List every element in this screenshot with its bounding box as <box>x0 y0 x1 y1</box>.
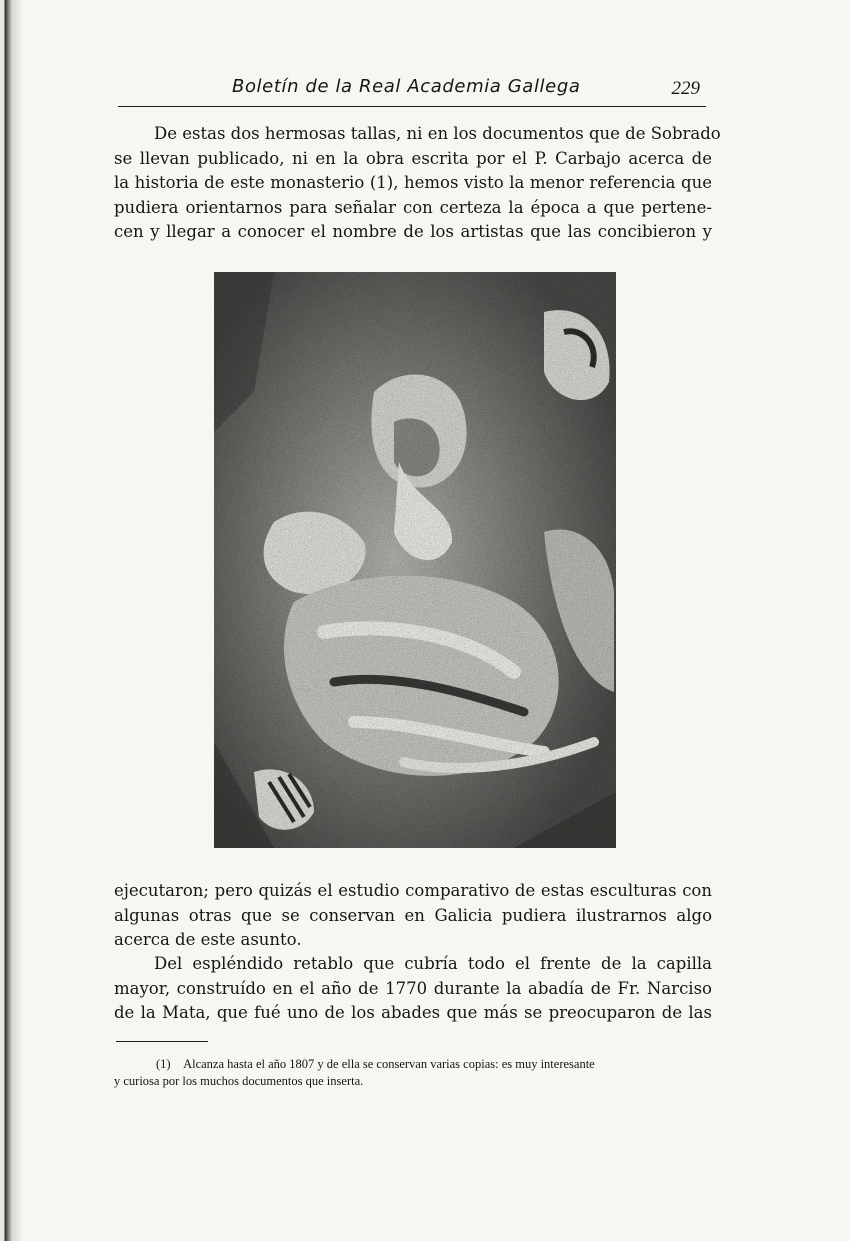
text-line: cen y llegar a conocer el nombre de los artistas que las concibieron y <box>114 222 712 241</box>
sculpture-photograph <box>214 272 616 848</box>
text-line: Del espléndido retablo que cubría todo el frente de la capilla <box>154 954 712 973</box>
text-line: la historia de este monasterio (1), hemos visto la menor referencia que <box>114 173 712 192</box>
paragraph-1 <box>114 122 721 245</box>
footnote-text-1: Alcanza hasta el año 1807 y de ella se conservan varias copias: es muy interesante <box>183 1057 595 1071</box>
paragraph-2 <box>114 879 712 953</box>
journal-title: Boletín de la Real Academia Gallega <box>232 76 581 97</box>
footnote-marker: (1) <box>156 1057 171 1071</box>
footnote-line-1 <box>114 1056 714 1073</box>
footnote <box>114 1056 714 1090</box>
text-line: mayor, construído en el año de 1770 durante la abadía de Fr. Narciso <box>114 978 712 998</box>
text-line: se llevan publicado, ni en la obra escrita por el P. Carbajo acerca de <box>114 148 712 168</box>
text-line: pudiera orientarnos para señalar con certeza la época a que pertene- <box>114 197 712 217</box>
book-binding-edge <box>0 0 22 1241</box>
text-line: algunas otras que se conservan en Galicia pudiera ilustrarnos algo <box>114 905 712 925</box>
running-head <box>118 72 706 107</box>
footnote-separator <box>116 1041 208 1042</box>
text-line: de la Mata, que fué uno de los abades que más se preocuparon de las <box>114 1003 712 1022</box>
page-number: 229 <box>671 78 700 99</box>
text-line: ejecutaron; pero quizás el estudio comparativo de estas esculturas con <box>114 881 712 900</box>
sculpture-halftone-image <box>214 272 616 848</box>
footnote-text-2: y curiosa por los muchos documentos que inserta. <box>114 1074 364 1088</box>
paragraph-3 <box>114 952 712 1026</box>
text-line: acerca de este asunto. <box>114 930 302 949</box>
text-line: De estas dos hermosas tallas, ni en los documentos que de Sobrado <box>154 124 721 143</box>
